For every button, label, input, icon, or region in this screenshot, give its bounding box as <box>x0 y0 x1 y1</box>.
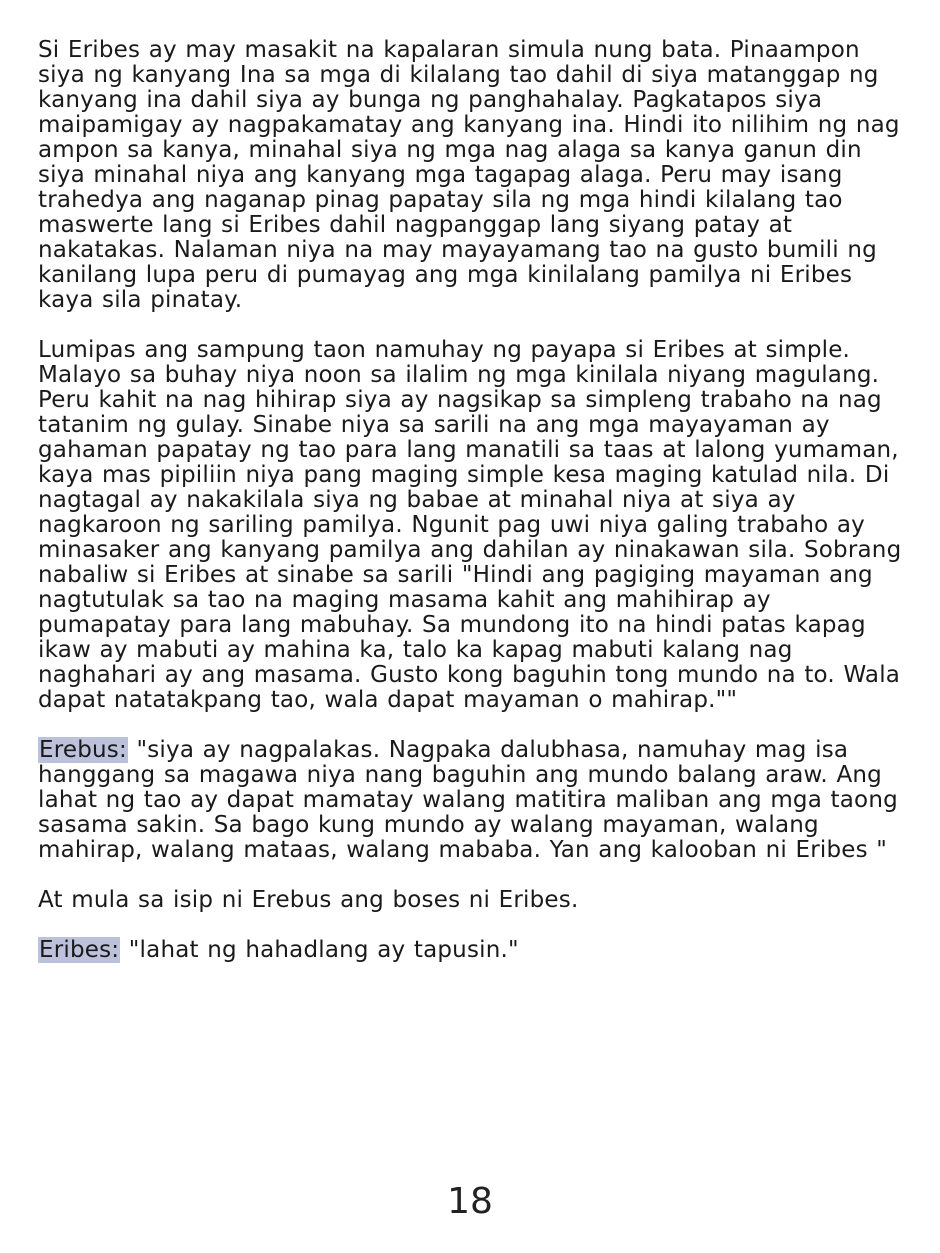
page-body <box>38 38 902 963</box>
dialogue-text-eribes: "lahat ng hahadlang ay tapusin." <box>120 937 519 963</box>
paragraph-eribes-dialogue <box>38 938 902 963</box>
paragraph-narration: At mula sa isip ni Erebus ang boses ni Eribes. <box>38 887 579 913</box>
paragraph-eribes-childhood: Si Eribes ay may masakit na kapalaran simula nung bata. Pinaampon siya ng kanyang Ina sa mga di kilalang tao dahil di siya matanggap ng kanyang ina dahil siya ay bunga ng panghahalay. Pagkatapos siya maipamigay ay nagpakamatay ang kanyang ina. Hindi ito nilihim ng nag ampon sa kanya, minahal siya ng mga nag alaga sa kanya ganun din siya minahal niya ang kanyang mga tagapag alaga. Peru may isang trahedya ang naganap pinag papatay sila ng mga hindi kilalang tao maswerte lang si Eribes dahil nagpanggap lang siyang patay at nakatakas. Nalaman niya na may mayayamang tao na gusto bumili ng kanilang lupa peru di pumayag ang mga kinilalang pamilya ni Eribes kaya sila pinatay. <box>38 37 900 313</box>
dialogue-text-erebus: "siya ay nagpalakas. Nagpaka dalubhasa, namuhay mag isa hanggang sa magawa niya nang baguhin ang mundo balang araw. Ang lahat ng tao ay dapat mamatay walang matitira maliban ang mga taong sasama sakin. Sa bago kung mundo ay walang mayaman, walang mahirap, walang mataas, walang mababa. Yan ang kalooban ni Eribes " <box>38 737 898 863</box>
paragraph-ten-years-later: Lumipas ang sampung taon namuhay ng payapa si Eribes at simple. Malayo sa buhay niya noon sa ilalim ng mga kinilala niyang magulang. Peru kahit na nag hihirap siya ay nagsikap sa simpleng trabaho na nag tatanim ng gulay. Sinabe niya sa sarili na ang mga mayayaman ay gahaman papatay ng tao para lang manatili sa taas at lalong yumaman, kaya mas pipiliin niya pang maging simple kesa maging katulad nila. Di nagtagal ay nakakilala siya ng babae at minahal niya at siya ay nagkaroon ng sariling pamilya. Ngunit pag uwi niya galing trabaho ay minasaker ang kanyang pamilya ang dahilan ay ninakawan sila. Sobrang nabaliw si Eribes at sinabe sa sarili "Hindi ang pagiging mayaman ang nagtutulak sa tao na maging masama kahit ang mahihirap ay pumapatay para lang mabuhay. Sa mundong ito na hindi patas kapag ikaw ay mabuti ay mahina ka, talo ka kapag mabuti kalang nag naghahari ay ang masama. Gusto kong baguhin tong mundo na to. Wala dapat natatakpang tao, wala dapat mayaman o mahirap."" <box>38 337 902 713</box>
paragraph-erebus-dialogue <box>38 738 902 863</box>
page-number: 18 <box>447 1181 493 1222</box>
speaker-label-erebus: Erebus: <box>39 737 127 763</box>
speaker-label-eribes: Eribes: <box>39 937 120 963</box>
